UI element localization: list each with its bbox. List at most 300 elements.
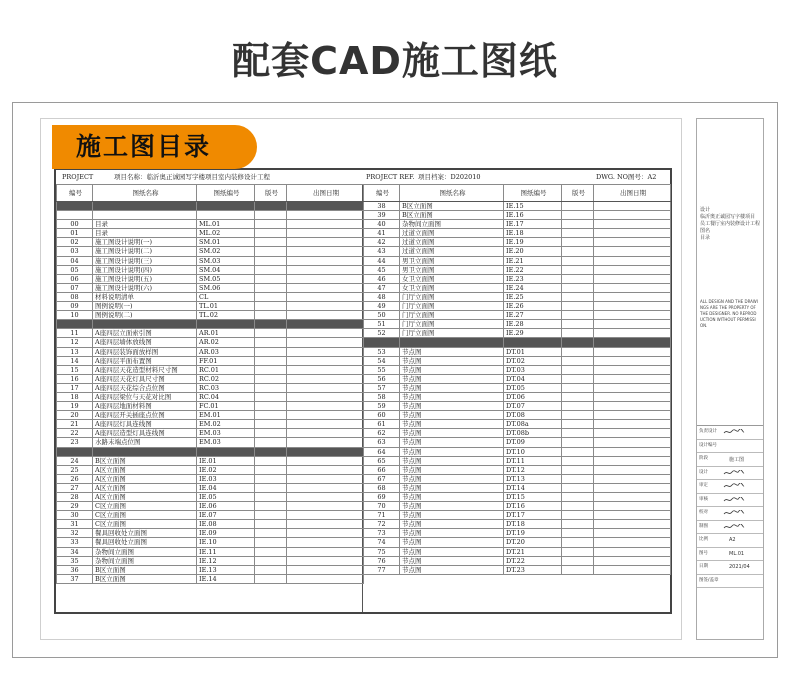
sheet-name: 图例说明(一): [93, 302, 197, 311]
sheet-number: 49: [364, 302, 400, 311]
table-row: [57, 483, 364, 492]
title-block-key: 日期: [699, 564, 708, 569]
sheet-code: DT.10: [504, 447, 562, 456]
issue-date: [287, 220, 364, 229]
revision: [255, 356, 287, 365]
table-row: [57, 574, 364, 583]
sheet-name: 女卫立面图: [400, 274, 504, 283]
sheet-number: [364, 338, 400, 347]
sheet-number: 58: [364, 392, 400, 401]
revision: [562, 411, 594, 420]
title-block-key: 图签/盖章: [699, 577, 719, 583]
revision: [562, 274, 594, 283]
table-row: [57, 392, 364, 401]
sheet-name: A座四层天花灯具尺寸图: [93, 374, 197, 383]
table-row: [364, 547, 671, 556]
sheet-number: 31: [57, 520, 93, 529]
sheet-name: 餐具回收处立面图: [93, 529, 197, 538]
sheet-code: IE.23: [504, 274, 562, 283]
sheet-code: DT.17: [504, 511, 562, 520]
side-panel-line: 图名: [700, 228, 711, 234]
revision: [562, 511, 594, 520]
issue-date: [287, 402, 364, 411]
table-row: [364, 320, 671, 329]
sheet-name: 节点图: [400, 538, 504, 547]
sheet-number: 73: [364, 529, 400, 538]
issue-date: [287, 392, 364, 401]
revision: [562, 356, 594, 365]
sheet-number: 74: [364, 538, 400, 547]
table-row: [57, 347, 364, 356]
sheet-name: 杂物间立面图: [93, 556, 197, 565]
sheet-name: B区立面图: [93, 565, 197, 574]
title-block-row: [697, 440, 763, 454]
table-row: [364, 538, 671, 547]
table-row: [364, 256, 671, 265]
sheet-code: DT.22: [504, 556, 562, 565]
sheet-name: A座四层天花造型材料尺寸图: [93, 365, 197, 374]
table-row: [57, 329, 364, 338]
sheet-number: 50: [364, 311, 400, 320]
sheet-name: 过道立面图: [400, 229, 504, 238]
side-panel-line: 目录: [700, 235, 711, 241]
issue-date: [594, 220, 671, 229]
sheet-name: 节点图: [400, 520, 504, 529]
sheet-code: EM.03: [197, 429, 255, 438]
issue-date: [287, 574, 364, 583]
revision: [255, 320, 287, 329]
revision: [255, 502, 287, 511]
sheet-number: 61: [364, 420, 400, 429]
sheet-number: 26: [57, 474, 93, 483]
revision: [255, 302, 287, 311]
revision: [562, 329, 594, 338]
issue-date: [594, 229, 671, 238]
sheet-name: 节点图: [400, 383, 504, 392]
revision: [255, 411, 287, 420]
sheet-code: DT.20: [504, 538, 562, 547]
issue-date: [594, 511, 671, 520]
table-row: [57, 311, 364, 320]
table-row: [364, 329, 671, 338]
sheet-name: 施工图设计说明(五): [93, 274, 197, 283]
table-row: [364, 383, 671, 392]
revision: [255, 365, 287, 374]
revision: [562, 374, 594, 383]
sheet-number: 57: [364, 383, 400, 392]
sheet-name: A座四层地面材料图: [93, 402, 197, 411]
table-row: [364, 220, 671, 229]
column-header: 图纸编号: [504, 185, 562, 202]
revision: [562, 465, 594, 474]
sheet-number: 16: [57, 374, 93, 383]
revision: [562, 265, 594, 274]
sheet-number: 77: [364, 565, 400, 574]
issue-date: [287, 211, 364, 220]
revision: [562, 392, 594, 401]
revision: [562, 320, 594, 329]
sheet-number: 05: [57, 265, 93, 274]
sheet-number: 29: [57, 502, 93, 511]
section-separator: [364, 338, 671, 347]
issue-date: [287, 265, 364, 274]
sheet-code: SM.03: [197, 256, 255, 265]
sheet-number: [57, 202, 93, 211]
sheet-number: 76: [364, 556, 400, 565]
sheet-number: 09: [57, 302, 93, 311]
issue-date: [594, 365, 671, 374]
sheet-name: 施工图设计说明(三): [93, 256, 197, 265]
sheet-number: 70: [364, 502, 400, 511]
revision: [562, 493, 594, 502]
revision: [255, 392, 287, 401]
sheet-name: 节点图: [400, 493, 504, 502]
sheet-code: [504, 338, 562, 347]
revision: [255, 338, 287, 347]
table-row: [57, 274, 364, 283]
issue-date: [594, 320, 671, 329]
page-title: 配套CAD施工图纸: [232, 39, 558, 83]
issue-date: [594, 447, 671, 456]
sheet-code: EM.02: [197, 420, 255, 429]
sheet-name: 门厅立面图: [400, 292, 504, 301]
sheet-number: 63: [364, 438, 400, 447]
sheet-code: IE.16: [504, 211, 562, 220]
table-row: [364, 474, 671, 483]
sheet-number: 07: [57, 283, 93, 292]
revision: [255, 511, 287, 520]
revision: [255, 556, 287, 565]
sheet-name: 门厅立面图: [400, 302, 504, 311]
issue-date: [287, 456, 364, 465]
issue-date: [287, 383, 364, 392]
sheet-number: 20: [57, 411, 93, 420]
sheet-number: 62: [364, 429, 400, 438]
revision: [562, 520, 594, 529]
sheet-name: 杂物间立面图: [93, 547, 197, 556]
sheet-number: 30: [57, 511, 93, 520]
sheet-name: 图例说明(二): [93, 311, 197, 320]
revision: [562, 565, 594, 574]
sheet-name: B区立面图: [93, 574, 197, 583]
sheet-number: 52: [364, 329, 400, 338]
table-row: [364, 447, 671, 456]
issue-date: [594, 356, 671, 365]
table-row: [364, 420, 671, 429]
issue-date: [287, 474, 364, 483]
issue-date: [287, 329, 364, 338]
column-header: 出图日期: [594, 185, 671, 202]
sheet-code: DT.13: [504, 474, 562, 483]
sheet-number: 33: [57, 538, 93, 547]
sheet-code: DT.11: [504, 456, 562, 465]
sheet-number: 15: [57, 365, 93, 374]
sheet-name: [93, 320, 197, 329]
issue-date: [287, 238, 364, 247]
sheet-name: 节点图: [400, 347, 504, 356]
table-row: [364, 265, 671, 274]
column-header: 图纸编号: [197, 185, 255, 202]
title-block-value: A2: [729, 537, 736, 543]
sheet-name: A座四层造型灯具连线图: [93, 429, 197, 438]
title-block-row: [697, 480, 763, 494]
sheet-code: IE.17: [504, 220, 562, 229]
table-row: [364, 356, 671, 365]
sheet-name: 水路末端点位图: [93, 438, 197, 447]
sheet-number: 11: [57, 329, 93, 338]
sheet-name: 节点图: [400, 411, 504, 420]
title-block-row: [697, 467, 763, 481]
sheet-code: DT.08: [504, 411, 562, 420]
table-row: [57, 211, 364, 220]
sheet-name: [400, 338, 504, 347]
issue-date: [594, 311, 671, 320]
table-row: [364, 392, 671, 401]
revision: [562, 302, 594, 311]
title-block-key: 制图: [699, 523, 708, 529]
table-row: [57, 374, 364, 383]
issue-date: [287, 556, 364, 565]
revision: [255, 229, 287, 238]
revision: [255, 565, 287, 574]
sheet-name: 杂物间立面图: [400, 220, 504, 229]
side-panel-line: 临沂奥正诚园写字楼项目: [700, 214, 756, 220]
sheet-code: IE.06: [197, 502, 255, 511]
sheet-name: [93, 447, 197, 456]
sheet-code: IE.26: [504, 302, 562, 311]
section-separator: [57, 320, 364, 329]
sheet-code: RC.03: [197, 383, 255, 392]
title-block-row: [697, 453, 763, 467]
sheet-number: 34: [57, 547, 93, 556]
table-row: [57, 456, 364, 465]
sheet-name: 材料说明清单: [93, 292, 197, 301]
sheet-code: IE.12: [197, 556, 255, 565]
sheet-code: DT.08a: [504, 420, 562, 429]
table-row: [364, 520, 671, 529]
issue-date: [287, 311, 364, 320]
sheet-code: IE.02: [197, 465, 255, 474]
sheet-name: 节点图: [400, 474, 504, 483]
revision: [255, 292, 287, 301]
sheet-name: 节点图: [400, 529, 504, 538]
sheet-number: 36: [57, 565, 93, 574]
issue-date: [594, 247, 671, 256]
table-row: [57, 265, 364, 274]
revision: [562, 338, 594, 347]
sheet-name: B区立面图: [93, 456, 197, 465]
revision: [255, 547, 287, 556]
sheet-code: DT.21: [504, 547, 562, 556]
sheet-code: FC.01: [197, 402, 255, 411]
table-row: [364, 202, 671, 211]
sheet-name: [93, 202, 197, 211]
sheet-code: AR.02: [197, 338, 255, 347]
sheet-name: 节点图: [400, 465, 504, 474]
issue-date: [287, 356, 364, 365]
sheet-number: [57, 320, 93, 329]
sheet-code: SM.04: [197, 265, 255, 274]
revision: [255, 456, 287, 465]
revision: [255, 374, 287, 383]
sheet-name: A座四层平面布置图: [93, 356, 197, 365]
revision: [255, 347, 287, 356]
sheet-code: IE.01: [197, 456, 255, 465]
table-row: [57, 402, 364, 411]
sheet-number: 51: [364, 320, 400, 329]
sheet-code: DT.23: [504, 565, 562, 574]
issue-date: [287, 529, 364, 538]
sheet-name: 节点图: [400, 365, 504, 374]
table-row: [57, 220, 364, 229]
sheet-number: 46: [364, 274, 400, 283]
sheet-number: 04: [57, 256, 93, 265]
revision: [562, 474, 594, 483]
sheet-number: 12: [57, 338, 93, 347]
signature-icon: [723, 483, 745, 488]
revision: [255, 238, 287, 247]
issue-date: [594, 493, 671, 502]
table-row: [364, 429, 671, 438]
sheet-number: 27: [57, 483, 93, 492]
column-header: 图纸名称: [93, 185, 197, 202]
sheet-number: [57, 211, 93, 220]
table-row: [364, 247, 671, 256]
sheet-number: 65: [364, 456, 400, 465]
table-row: [364, 311, 671, 320]
sheet-number: 60: [364, 411, 400, 420]
title-block-row: [697, 548, 763, 562]
sheet-code: DT.05: [504, 383, 562, 392]
revision: [255, 311, 287, 320]
issue-date: [287, 365, 364, 374]
issue-date: [287, 483, 364, 492]
issue-date: [594, 474, 671, 483]
sheet-name: 男卫立面图: [400, 265, 504, 274]
sheet-code: EM.01: [197, 411, 255, 420]
sheet-name: A区立面图: [93, 493, 197, 502]
revision: [562, 247, 594, 256]
issue-date: [594, 329, 671, 338]
title-block-row: [697, 426, 763, 440]
sheet-number: 72: [364, 520, 400, 529]
revision: [255, 329, 287, 338]
issue-date: [594, 465, 671, 474]
table-row: [57, 556, 364, 565]
table-row: [364, 374, 671, 383]
issue-date: [594, 383, 671, 392]
directory-badge: 施工图目录: [52, 125, 257, 169]
sheet-number: 10: [57, 311, 93, 320]
table-row: [364, 465, 671, 474]
sheet-number: 45: [364, 265, 400, 274]
sheet-name: A区立面图: [93, 465, 197, 474]
issue-date: [287, 274, 364, 283]
project-header-bar: [56, 170, 670, 185]
sheet-code: IE.14: [197, 574, 255, 583]
sheet-name: 施工图设计说明(二): [93, 247, 197, 256]
table-row: [364, 493, 671, 502]
sheet-number: 28: [57, 493, 93, 502]
revision: [562, 529, 594, 538]
sheet-code: SM.05: [197, 274, 255, 283]
issue-date: [594, 529, 671, 538]
issue-date: [287, 538, 364, 547]
table-row: [364, 511, 671, 520]
sheet-name: [93, 211, 197, 220]
table-row: [57, 238, 364, 247]
issue-date: [594, 274, 671, 283]
title-block-value: 施工图: [729, 457, 745, 463]
issue-date: [287, 520, 364, 529]
signature-icon: [723, 497, 745, 502]
table-row: [57, 283, 364, 292]
sheet-name: A座四层墙体放线图: [93, 338, 197, 347]
table-row: [57, 302, 364, 311]
revision: [255, 447, 287, 456]
sheet-number: 23: [57, 438, 93, 447]
issue-date: [287, 202, 364, 211]
sheet-code: IE.11: [197, 547, 255, 556]
sheet-name: 节点图: [400, 456, 504, 465]
title-block-value: 2021/04: [729, 564, 750, 570]
revision: [562, 238, 594, 247]
issue-date: [594, 283, 671, 292]
column-header: 版号: [562, 185, 594, 202]
issue-date: [287, 438, 364, 447]
sheet-code: DT.14: [504, 483, 562, 492]
column-header: 编号: [364, 185, 400, 202]
sheet-code: RC.02: [197, 374, 255, 383]
revision: [562, 347, 594, 356]
sheet-code: IE.25: [504, 292, 562, 301]
ref-value: 项目档案：D202010: [418, 173, 481, 181]
sheet-number: 02: [57, 238, 93, 247]
sheet-number: 66: [364, 465, 400, 474]
issue-date: [594, 547, 671, 556]
sheet-number: 42: [364, 238, 400, 247]
table-row: [57, 529, 364, 538]
sheet-code: TL.02: [197, 311, 255, 320]
sheet-code: IE.24: [504, 283, 562, 292]
revision: [255, 538, 287, 547]
sheet-code: IE.29: [504, 329, 562, 338]
sheet-number: 03: [57, 247, 93, 256]
sheet-code: RC.01: [197, 365, 255, 374]
revision: [255, 420, 287, 429]
title-block-row: [697, 507, 763, 521]
sheet-code: DT.07: [504, 402, 562, 411]
sheet-name: 节点图: [400, 547, 504, 556]
sheet-number: 54: [364, 356, 400, 365]
sheet-name: B区立面图: [400, 202, 504, 211]
table-row: [57, 438, 364, 447]
sheet-number: 35: [57, 556, 93, 565]
sheet-code: DT.16: [504, 502, 562, 511]
issue-date: [287, 338, 364, 347]
title-block-rows: [697, 425, 763, 588]
table-row: [364, 211, 671, 220]
title-block-row: [697, 521, 763, 535]
sheet-name: 节点图: [400, 402, 504, 411]
sheet-name: 门厅立面图: [400, 329, 504, 338]
table-row: [57, 256, 364, 265]
sheet-code: IE.10: [197, 538, 255, 547]
issue-date: [287, 502, 364, 511]
issue-date: [594, 238, 671, 247]
sheet-number: 44: [364, 256, 400, 265]
revision: [255, 265, 287, 274]
